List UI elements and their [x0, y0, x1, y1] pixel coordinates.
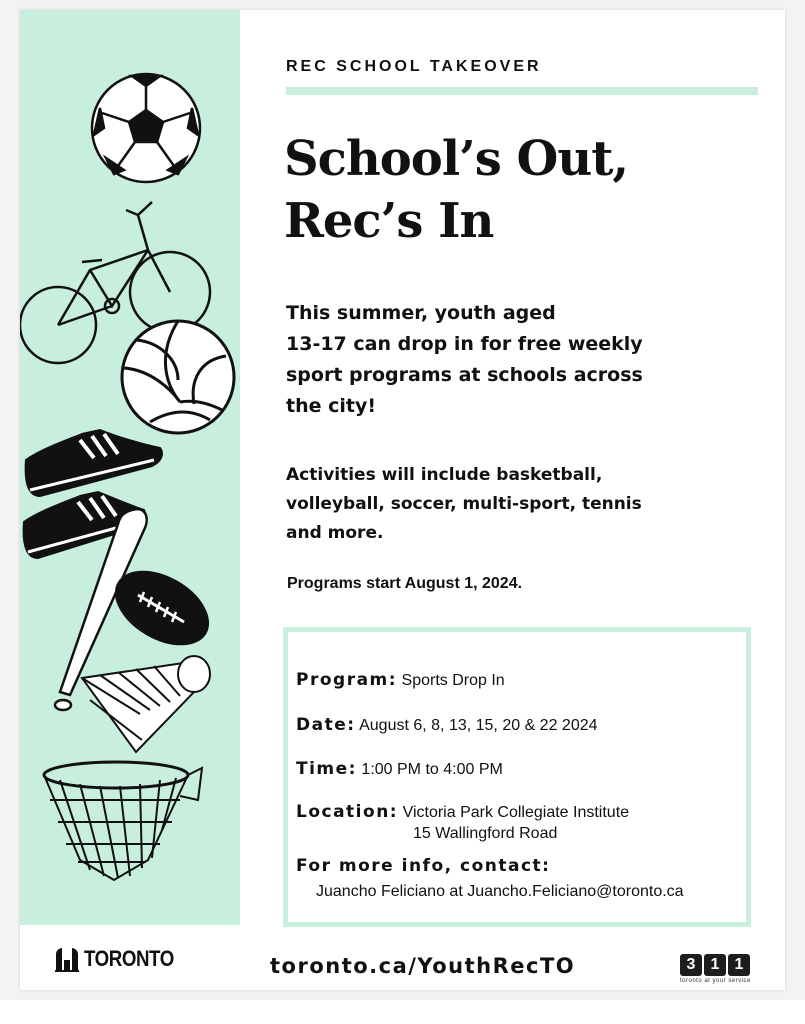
intro-line: This summer, youth aged — [286, 302, 556, 324]
volleyball-icon — [122, 321, 234, 433]
date-value: August 6, 8, 13, 15, 20 & 22 2024 — [359, 717, 598, 734]
time-value: 1:00 PM to 4:00 PM — [361, 761, 503, 778]
eyebrow-text: REC SCHOOL TAKEOVER — [286, 58, 542, 75]
activities-line: Activities will include basketball, — [286, 465, 603, 485]
location-line: 15 Wallingford Road — [413, 825, 558, 842]
intro-line: the city! — [286, 395, 377, 417]
date-label: Date: — [296, 715, 356, 735]
event-poster — [20, 10, 785, 990]
viewer-bottom-bar — [0, 1000, 805, 1024]
shuttlecock-icon — [82, 656, 210, 752]
intro-line: sport programs at schools across — [286, 364, 643, 386]
website-url: toronto.ca/YouthRecTO — [270, 954, 576, 978]
contact-label: For more info, contact: — [296, 856, 551, 876]
city-hall-icon — [54, 946, 80, 972]
intro-paragraph — [286, 298, 726, 422]
date-row — [296, 715, 598, 735]
program-details-box — [283, 627, 751, 927]
service-digit: 1 — [728, 954, 750, 976]
activities-line: and more. — [286, 523, 384, 543]
basketball-hoop-icon — [44, 762, 202, 880]
service-digit: 1 — [704, 954, 726, 976]
location-row — [296, 802, 629, 822]
program-row — [296, 670, 505, 690]
sports-illustration-panel — [20, 10, 240, 925]
contact-value: Juancho Feliciano at Juancho.Feliciano@toronto.ca — [316, 883, 684, 900]
time-row — [296, 759, 503, 779]
city-logo — [54, 946, 190, 972]
location-row-2 — [413, 825, 557, 843]
city-logo-text: TORONTO — [84, 946, 174, 971]
activities-line: volleyball, soccer, multi-sport, tennis — [286, 494, 642, 514]
location-label: Location: — [296, 802, 399, 822]
service-311-logo — [680, 954, 760, 984]
service-tagline: toronto at your service — [680, 978, 751, 984]
soccer-ball-icon — [92, 74, 200, 182]
program-value: Sports Drop In — [401, 672, 505, 689]
contact-value-row — [316, 883, 684, 901]
intro-line: 13-17 can drop in for free weekly — [286, 333, 643, 355]
page-title — [284, 128, 764, 252]
accent-rule — [286, 87, 758, 95]
service-digit: 3 — [680, 954, 702, 976]
sports-illustrations — [20, 10, 240, 925]
time-label: Time: — [296, 759, 357, 779]
headline-line: Rec’s In — [284, 193, 494, 249]
program-label: Program: — [296, 670, 398, 690]
start-date-note: Programs start August 1, 2024. — [287, 575, 523, 592]
contact-row — [296, 856, 550, 876]
headline-line: School’s Out, — [284, 131, 629, 187]
location-line: Victoria Park Collegiate Institute — [402, 804, 630, 821]
activities-paragraph — [286, 461, 726, 548]
